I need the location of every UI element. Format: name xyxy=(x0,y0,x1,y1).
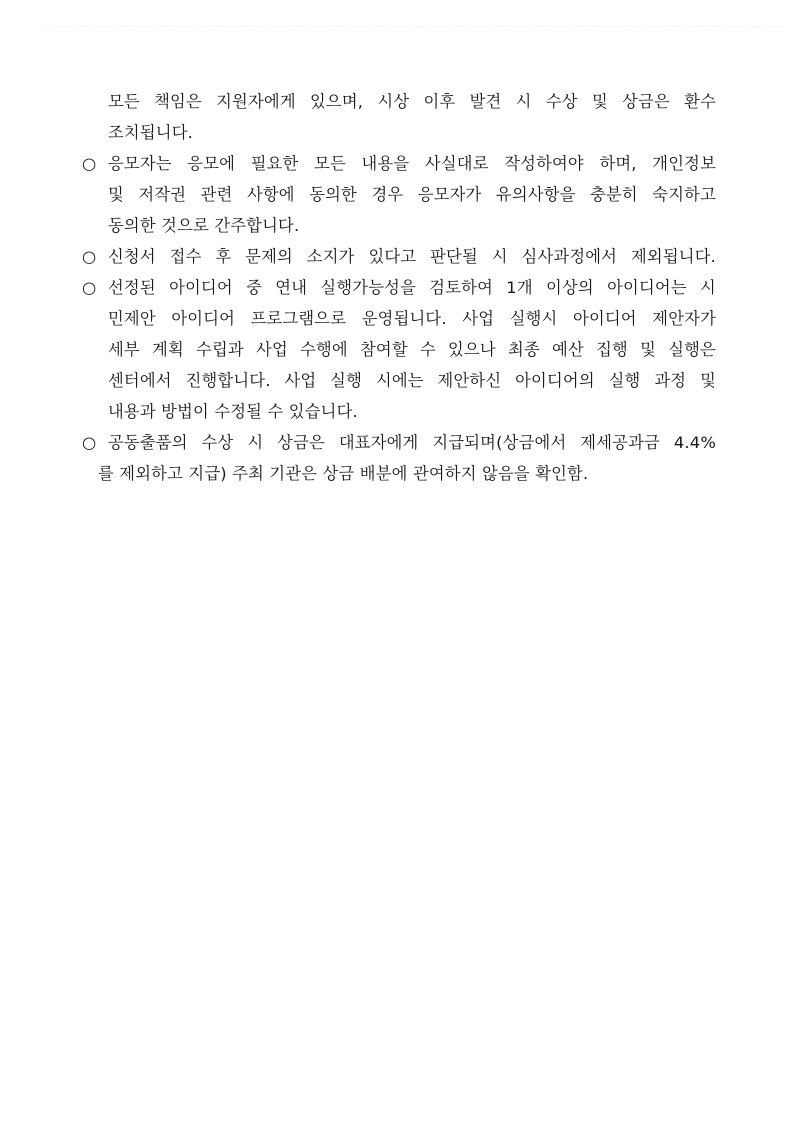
text-line: 동의한 것으로 간주합니다. xyxy=(108,216,300,235)
bullet-item xyxy=(82,241,716,272)
text-line: 센터에서 진행합니다. 사업 실행 시에는 제안하신 아이디어의 실행 과정 및 xyxy=(108,371,716,390)
text-line: 선정된 아이디어 중 연내 실행가능성을 검토하여 1개 이상의 아이디어는 시 xyxy=(108,278,716,297)
paragraph-continuation xyxy=(82,86,716,148)
text-line: 신청서 접수 후 문제의 소지가 있다고 판단될 시 심사과정에서 제외됩니다. xyxy=(108,247,716,266)
text-line: 세부 계획 수립과 사업 수행에 참여할 수 있으나 최종 예산 집행 및 실행은 xyxy=(108,340,716,359)
bullet-circle-icon: ○ xyxy=(82,433,97,452)
text-line: 를 제외하고 지급) 주최 기관은 상금 배분에 관여하지 않음을 확인함. xyxy=(98,464,589,483)
bullet-circle-icon: ○ xyxy=(82,247,97,266)
text-line: 모든 책임은 지원자에게 있으며, 시상 이후 발견 시 수상 및 상금은 환수 xyxy=(108,92,716,111)
bullet-item xyxy=(82,148,716,241)
header-rule xyxy=(45,26,785,27)
bullet-item xyxy=(82,272,716,427)
text-line: 민제안 아이디어 프로그램으로 운영됩니다. 사업 실행시 아이디어 제안자가 xyxy=(108,309,716,328)
document-body xyxy=(82,86,716,489)
bullet-item xyxy=(82,427,716,489)
text-line: 및 저작권 관련 사항에 동의한 경우 응모자가 유의사항을 충분히 숙지하고 xyxy=(108,185,716,204)
text-line: 공동출품의 수상 시 상금은 대표자에게 지급되며(상금에서 제세공과금 4.4% xyxy=(108,433,716,452)
bullet-circle-icon: ○ xyxy=(82,154,97,173)
text-line: 내용과 방법이 수정될 수 있습니다. xyxy=(108,402,358,421)
text-line: 응모자는 응모에 필요한 모든 내용을 사실대로 작성하여야 하며, 개인정보 xyxy=(108,154,716,173)
text-line: 조치됩니다. xyxy=(108,123,194,142)
bullet-circle-icon: ○ xyxy=(82,278,97,297)
